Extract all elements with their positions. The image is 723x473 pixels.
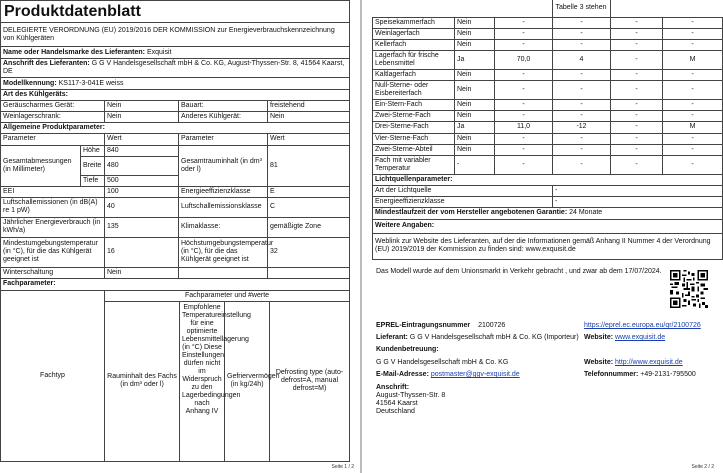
compartment-row <box>373 111 723 122</box>
compartment-volume: - <box>495 70 553 81</box>
dimension-value: 480 <box>105 156 179 175</box>
type-value: freistehend <box>268 101 350 112</box>
further-info-text: Weblink zur Website des Lieferanten, auf der die Informationen gemäß Anhang II Nummer 4 der Verordnung (EU) 2019/2019 der Kommission zu finden sind: www.exquisit.de <box>373 233 723 259</box>
compartment-name: Weinlagerfach <box>373 29 455 40</box>
compartment-volume: - <box>495 144 553 155</box>
compartment-temp: - <box>553 70 611 81</box>
param-label: Luftschallemissionsklasse <box>179 197 268 217</box>
param-value: gemäßigte Zone <box>268 217 350 237</box>
compartment-name: Kaltlagerfach <box>373 70 455 81</box>
supplier-label: Lieferant: <box>376 334 408 341</box>
supplier-address-label: Anschrift des Lieferanten: <box>3 60 90 68</box>
market-date-text: Das Modell wurde auf dem Unionsmarkt in Verkehr gebracht , und zwar ab dem 17/07/2024. <box>376 268 662 275</box>
compartment-volume: - <box>495 100 553 111</box>
param-row <box>1 197 350 217</box>
compartment-name: Lagerfach für frische Lebensmittel <box>373 51 455 70</box>
param-value: E <box>268 186 350 197</box>
compartment-row <box>373 81 723 100</box>
compartment-name: Drei-Sterne-Fach <box>373 122 455 133</box>
compartment-present: Nein <box>455 29 495 40</box>
light-source-heading: Lichtquellenparameter: <box>373 174 723 185</box>
compartment-name: Speisekammerfach <box>373 18 455 29</box>
compartment-temp: - <box>553 111 611 122</box>
compartment-freeze: - <box>611 29 663 40</box>
supplier-name-row <box>1 47 350 59</box>
param-row <box>1 237 350 267</box>
compartment-name: Vier-Sterne-Fach <box>373 133 455 144</box>
compartment-temp: - <box>553 29 611 40</box>
compartment-defrost: - <box>663 40 723 51</box>
compartment-volume: - <box>495 111 553 122</box>
supplier-address-row <box>1 59 350 78</box>
compartment-freeze: - <box>611 133 663 144</box>
compartment-row <box>373 29 723 40</box>
param-value: 100 <box>105 186 179 197</box>
supplier-name-value: Exquisit <box>146 48 172 56</box>
param-label: Jährlicher Energieverbrauch (in kWh/a) <box>1 217 105 237</box>
light-key: Art der Lichtquelle <box>373 185 553 196</box>
light-row <box>373 196 723 207</box>
eprel-value: 2100726 <box>478 322 506 329</box>
light-value: - <box>553 185 723 196</box>
volume-label: Gesamtrauminhalt (in dm³ oder l) <box>179 145 268 186</box>
param-label: Winterschaltung <box>1 267 105 278</box>
compartment-freeze: - <box>611 70 663 81</box>
compartment-table <box>372 0 722 17</box>
model-label: Modellkennung: <box>3 79 57 87</box>
compartment-freeze: - <box>611 40 663 51</box>
website-label: Website: <box>584 359 614 366</box>
compartment-volume: - <box>495 18 553 29</box>
compartment-freeze: - <box>611 18 663 29</box>
compartment-row <box>373 144 723 155</box>
compartment-type-header: Fachtyp <box>1 291 105 462</box>
email-link[interactable]: postmaster@ggv-exquisit.de <box>430 371 520 378</box>
type-label: Weinlagerschrank: <box>1 112 105 123</box>
dimension-key: Tiefe <box>81 175 105 186</box>
compartment-group-header: Fachparameter und #werte <box>105 291 350 302</box>
compartment-defrost: M <box>663 51 723 70</box>
compartment-name: Null-Sterne- oder Eisbereiterfach <box>373 81 455 100</box>
compartment-header-table <box>0 291 350 462</box>
param-header-row <box>1 134 350 145</box>
compartment-present: Nein <box>455 100 495 111</box>
dimension-row <box>1 145 350 156</box>
compartment-defrost: - <box>663 29 723 40</box>
compartment-volume: 11,0 <box>495 122 553 133</box>
compartment-volume: - <box>495 40 553 51</box>
type-value: Nein <box>105 112 179 123</box>
website-link[interactable]: www.exquisit.de <box>615 334 666 341</box>
compartment-row <box>373 100 723 111</box>
customer-service-label: Kundenbetreuung: <box>376 346 439 353</box>
compartment-temp-header: Empfohlene Temperatureinstellung für eine optimierte Lebensmittellagerung (in °C) Diese Einstellungen dürfen nicht im Widerspruch zu den Lagerbedingungen nach Anhang IV <box>180 301 225 461</box>
supplier-address-value: G G V Handelsgesellschaft mbH & Co. KG, August-Thyssen-Str. 8, 41564 Kaarst, DE <box>3 60 345 76</box>
compartment-row <box>373 155 723 174</box>
type-label: Bauart: <box>179 101 268 112</box>
compartment-present: Nein <box>455 144 495 155</box>
compartment-params-heading: Fachparameter: <box>1 278 350 290</box>
compartment-temp: - <box>553 100 611 111</box>
dimension-value: 500 <box>105 175 179 186</box>
param-value <box>268 267 350 278</box>
table3-label: Tabelle 3 stehen <box>552 0 610 17</box>
compartment-present: Ja <box>455 51 495 70</box>
phone-label: Telefonnummer: <box>584 371 639 378</box>
eprel-label: EPREL-Eintragungsnummer <box>376 322 471 329</box>
compartment-row <box>373 122 723 133</box>
warranty-label: Mindestlaufzeit der vom Hersteller angebotenen Garantie: <box>375 209 568 217</box>
compartment-present: Nein <box>455 133 495 144</box>
compartment-volume: - <box>495 155 553 174</box>
compartment-temp: 4 <box>553 51 611 70</box>
compartment-volume: - <box>495 81 553 100</box>
compartment-defrost: M <box>663 122 723 133</box>
compartment-present: Ja <box>455 122 495 133</box>
compartment-present: Nein <box>455 111 495 122</box>
param-value: 135 <box>105 217 179 237</box>
type-label: Geräuscharmes Gerät: <box>1 101 105 112</box>
further-info-heading: Weitere Angaben: <box>373 219 723 233</box>
page-number: Seite 1 / 2 <box>331 464 354 471</box>
value-header: Wert <box>105 134 179 145</box>
compartment-row <box>373 18 723 29</box>
page-one <box>0 0 360 473</box>
phone-value: +49-2131-795500 <box>640 371 696 378</box>
compartment-volume: - <box>495 29 553 40</box>
contact-block <box>376 322 716 416</box>
dimensions-label: Gesamtabmessungen (in Millimeter) <box>1 145 81 186</box>
qr-code-icon[interactable] <box>670 270 708 308</box>
param-label: Mindestumgebungstemperatur (in °C), für die das Kühlgerät geeignet ist <box>1 237 105 267</box>
compartment-name: Ein-Stern-Fach <box>373 100 455 111</box>
compartment-defrost: - <box>663 155 723 174</box>
compartment-freeze: - <box>611 155 663 174</box>
compartment-freeze: - <box>611 51 663 70</box>
address-label: Anschrift: <box>376 384 410 391</box>
compartment-freeze: - <box>611 81 663 100</box>
type-value: Nein <box>268 112 350 123</box>
regulation-text: DELEGIERTE VERORDNUNG (EU) 2019/2016 DER KOMMISSION zur Energieverbrauchskennzeichnung von Kühlgeräten <box>1 23 350 47</box>
supplier-value: G G V Handelsgesellschaft mbH & Co. KG (Importeur) <box>409 334 579 341</box>
compartment-name: Fach mit variabler Temperatur <box>373 155 455 174</box>
page-number: Seite 2 / 2 <box>691 464 714 471</box>
compartment-present: Nein <box>455 40 495 51</box>
param-row <box>1 217 350 237</box>
param-header: Parameter <box>1 134 105 145</box>
compartment-freeze: - <box>611 100 663 111</box>
compartment-volume-header: Rauminhalt des Fachs (in dm³ oder l) <box>105 301 180 461</box>
compartment-volume: - <box>495 133 553 144</box>
param-value: 32 <box>268 237 350 267</box>
param-label <box>179 267 268 278</box>
compartment-defrost: - <box>663 100 723 111</box>
param-value: Nein <box>105 267 179 278</box>
address-line: August-Thyssen-Str. 8 <box>376 392 446 400</box>
compartment-temp: - <box>553 133 611 144</box>
param-label: Klimaklasse: <box>179 217 268 237</box>
compartment-defrost: - <box>663 111 723 122</box>
type-value: Nein <box>105 101 179 112</box>
compartment-defrost-header: Defrosting type (auto-defrost=A, manual defrost=M) <box>270 301 350 461</box>
compartment-present: Nein <box>455 70 495 81</box>
compartment-volume: 70,0 <box>495 51 553 70</box>
param-value: C <box>268 197 350 217</box>
compartment-row <box>373 70 723 81</box>
address-line: Deutschland <box>376 408 415 416</box>
compartment-temp: - <box>553 18 611 29</box>
value-header: Wert <box>268 134 350 145</box>
compartment-freeze: - <box>611 122 663 133</box>
model-value: KS117-3-041E weiss <box>58 79 124 87</box>
compartment-temp: - <box>553 40 611 51</box>
compartment-row <box>373 51 723 70</box>
model-row <box>1 78 350 90</box>
address-line: 41564 Kaarst <box>376 400 418 408</box>
warranty-value: 24 Monate <box>569 209 603 217</box>
fridge-type-heading: Art des Kühlgeräts: <box>1 90 350 101</box>
compartment-freeze-header: Gefriervermögen (in kg/24h) <box>225 301 270 461</box>
compartment-temp: - <box>553 144 611 155</box>
compartment-defrost: - <box>663 81 723 100</box>
dimension-key: Höhe <box>81 145 105 156</box>
dimension-value: 840 <box>105 145 179 156</box>
dimension-key: Breite <box>81 156 105 175</box>
volume-value: 81 <box>268 145 350 186</box>
param-label: Luftschallemissionen (in dB(A) re 1 pW) <box>1 197 105 217</box>
product-data-sheet-table <box>0 0 350 291</box>
compartment-row <box>373 133 723 144</box>
param-label: EEI <box>1 186 105 197</box>
compartment-name: Zwei-Sterne-Fach <box>373 111 455 122</box>
compartment-freeze: - <box>611 144 663 155</box>
type-label: Anderes Kühlgerät: <box>179 112 268 123</box>
light-row <box>373 185 723 196</box>
compartment-present: Nein <box>455 81 495 100</box>
compartment-present: - <box>455 155 495 174</box>
param-label: Energieeffizienzklasse <box>179 186 268 197</box>
general-params-heading: Allgemeine Produktparameter: <box>1 123 350 134</box>
compartment-name: Kellerfach <box>373 40 455 51</box>
type-row <box>1 101 350 112</box>
compartment-defrost: - <box>663 18 723 29</box>
page-title: Produktdatenblatt <box>1 1 350 23</box>
compartment-temp: -12 <box>553 122 611 133</box>
compartment-row <box>373 40 723 51</box>
param-row <box>1 186 350 197</box>
customer-service-value: G G V Handelsgesellschaft mbH & Co. KG <box>376 359 509 366</box>
email-label: E-Mail-Adresse: <box>376 371 429 378</box>
compartment-temp: - <box>553 155 611 174</box>
param-row <box>1 267 350 278</box>
website-link[interactable]: http://www.exquisit.de <box>615 359 683 366</box>
compartment-defrost: - <box>663 144 723 155</box>
param-value: 16 <box>105 237 179 267</box>
param-value: 40 <box>105 197 179 217</box>
type-row <box>1 112 350 123</box>
supplier-name-label: Name oder Handelsmarke des Lieferanten: <box>3 48 145 56</box>
compartment-temp: - <box>553 81 611 100</box>
compartment-present: Nein <box>455 18 495 29</box>
param-header: Parameter <box>179 134 268 145</box>
compartment-defrost: - <box>663 70 723 81</box>
page-two <box>362 0 720 473</box>
compartment-freeze: - <box>611 111 663 122</box>
light-key: Energieeffizienzklasse <box>373 196 553 207</box>
eprel-link[interactable]: https://eprel.ec.europa.eu/qr/2100726 <box>584 322 701 329</box>
warranty-row <box>373 207 723 219</box>
website-label: Website: <box>584 334 614 341</box>
compartment-rows-table <box>372 17 723 260</box>
compartment-defrost: - <box>663 133 723 144</box>
light-value: - <box>553 196 723 207</box>
compartment-name: Zwei-Sterne-Abteil <box>373 144 455 155</box>
param-label: Höchstumgebungstemperatur (in °C), für die das Kühlgerät geeignet ist <box>179 237 268 267</box>
